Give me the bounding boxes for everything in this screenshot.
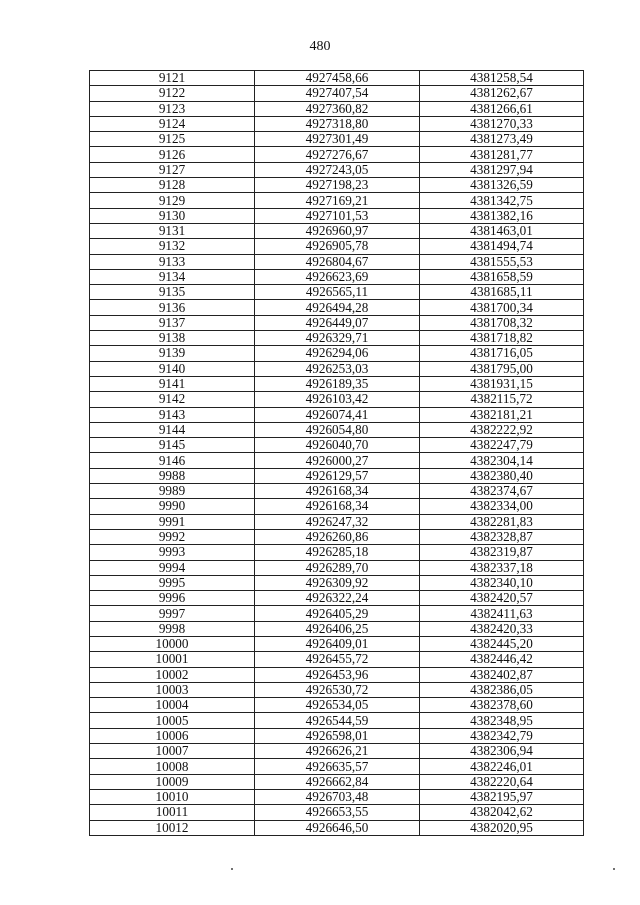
x-coordinate-cell: 4926804,67 [255, 254, 420, 269]
y-coordinate-cell: 4382222,92 [420, 422, 584, 437]
x-coordinate-cell: 4927318,80 [255, 116, 420, 131]
point-number-cell: 9137 [90, 315, 255, 330]
point-number-cell: 9997 [90, 606, 255, 621]
x-coordinate-cell: 4926129,57 [255, 468, 420, 483]
x-coordinate-cell: 4926168,34 [255, 499, 420, 514]
y-coordinate-cell: 4382374,67 [420, 484, 584, 499]
x-coordinate-cell: 4926322,24 [255, 591, 420, 606]
y-coordinate-cell: 4381685,11 [420, 285, 584, 300]
point-number-cell: 9990 [90, 499, 255, 514]
table-row [90, 774, 584, 789]
table-row [90, 132, 584, 147]
table-row [90, 422, 584, 437]
table-row [90, 147, 584, 162]
x-coordinate-cell: 4926168,34 [255, 484, 420, 499]
point-number-cell: 9132 [90, 239, 255, 254]
point-number-cell: 10007 [90, 744, 255, 759]
table-row [90, 682, 584, 697]
x-coordinate-cell: 4926662,84 [255, 774, 420, 789]
table-row [90, 223, 584, 238]
table-row [90, 575, 584, 590]
table-row [90, 545, 584, 560]
coordinates-table-body [90, 71, 584, 836]
table-row [90, 606, 584, 621]
point-number-cell: 9991 [90, 514, 255, 529]
x-coordinate-cell: 4926635,57 [255, 759, 420, 774]
table-row [90, 667, 584, 682]
table-row [90, 728, 584, 743]
y-coordinate-cell: 4381700,34 [420, 300, 584, 315]
point-number-cell: 10000 [90, 636, 255, 651]
table-row [90, 698, 584, 713]
x-coordinate-cell: 4926905,78 [255, 239, 420, 254]
table-row [90, 484, 584, 499]
table-row [90, 116, 584, 131]
y-coordinate-cell: 4382342,79 [420, 728, 584, 743]
x-coordinate-cell: 4926623,69 [255, 269, 420, 284]
x-coordinate-cell: 4926285,18 [255, 545, 420, 560]
x-coordinate-cell: 4927407,54 [255, 86, 420, 101]
y-coordinate-cell: 4381342,75 [420, 193, 584, 208]
x-coordinate-cell: 4926598,01 [255, 728, 420, 743]
point-number-cell: 9992 [90, 529, 255, 544]
x-coordinate-cell: 4927101,53 [255, 208, 420, 223]
point-number-cell: 10010 [90, 789, 255, 804]
point-number-cell: 9124 [90, 116, 255, 131]
y-coordinate-cell: 4381494,74 [420, 239, 584, 254]
point-number-cell: 9135 [90, 285, 255, 300]
y-coordinate-cell: 4381795,00 [420, 361, 584, 376]
table-row [90, 591, 584, 606]
x-coordinate-cell: 4926074,41 [255, 407, 420, 422]
y-coordinate-cell: 4382378,60 [420, 698, 584, 713]
y-coordinate-cell: 4381931,15 [420, 376, 584, 391]
y-coordinate-cell: 4381266,61 [420, 101, 584, 116]
point-number-cell: 9130 [90, 208, 255, 223]
table-row [90, 529, 584, 544]
point-number-cell: 9989 [90, 484, 255, 499]
x-coordinate-cell: 4926530,72 [255, 682, 420, 697]
x-coordinate-cell: 4926000,27 [255, 453, 420, 468]
table-row [90, 254, 584, 269]
point-number-cell: 9995 [90, 575, 255, 590]
table-row [90, 361, 584, 376]
table-row [90, 468, 584, 483]
x-coordinate-cell: 4926494,28 [255, 300, 420, 315]
scan-speck [613, 868, 615, 870]
table-row [90, 346, 584, 361]
table-row [90, 652, 584, 667]
point-number-cell: 10002 [90, 667, 255, 682]
table-row [90, 300, 584, 315]
table-row [90, 759, 584, 774]
y-coordinate-cell: 4382446,42 [420, 652, 584, 667]
y-coordinate-cell: 4381555,53 [420, 254, 584, 269]
x-coordinate-cell: 4926406,25 [255, 621, 420, 636]
x-coordinate-cell: 4926409,01 [255, 636, 420, 651]
table-row [90, 789, 584, 804]
y-coordinate-cell: 4381716,05 [420, 346, 584, 361]
x-coordinate-cell: 4927243,05 [255, 162, 420, 177]
y-coordinate-cell: 4382304,14 [420, 453, 584, 468]
table-row [90, 193, 584, 208]
y-coordinate-cell: 4382306,94 [420, 744, 584, 759]
y-coordinate-cell: 4382220,64 [420, 774, 584, 789]
y-coordinate-cell: 4382386,05 [420, 682, 584, 697]
point-number-cell: 9129 [90, 193, 255, 208]
point-number-cell: 9994 [90, 560, 255, 575]
point-number-cell: 9133 [90, 254, 255, 269]
point-number-cell: 9121 [90, 71, 255, 86]
y-coordinate-cell: 4382042,62 [420, 805, 584, 820]
table-row [90, 208, 584, 223]
y-coordinate-cell: 4381262,67 [420, 86, 584, 101]
x-coordinate-cell: 4927360,82 [255, 101, 420, 116]
x-coordinate-cell: 4926289,70 [255, 560, 420, 575]
table-row [90, 331, 584, 346]
x-coordinate-cell: 4926455,72 [255, 652, 420, 667]
x-coordinate-cell: 4926247,32 [255, 514, 420, 529]
point-number-cell: 10003 [90, 682, 255, 697]
x-coordinate-cell: 4926653,55 [255, 805, 420, 820]
y-coordinate-cell: 4382115,72 [420, 392, 584, 407]
point-number-cell: 10009 [90, 774, 255, 789]
x-coordinate-cell: 4927301,49 [255, 132, 420, 147]
x-coordinate-cell: 4926960,97 [255, 223, 420, 238]
y-coordinate-cell: 4382247,79 [420, 438, 584, 453]
y-coordinate-cell: 4381382,16 [420, 208, 584, 223]
x-coordinate-cell: 4926405,29 [255, 606, 420, 621]
coordinates-table [89, 70, 584, 836]
table-row [90, 453, 584, 468]
y-coordinate-cell: 4382420,33 [420, 621, 584, 636]
table-row [90, 315, 584, 330]
x-coordinate-cell: 4926534,05 [255, 698, 420, 713]
point-number-cell: 9126 [90, 147, 255, 162]
table-row [90, 178, 584, 193]
table-row [90, 376, 584, 391]
y-coordinate-cell: 4381718,82 [420, 331, 584, 346]
x-coordinate-cell: 4926103,42 [255, 392, 420, 407]
y-coordinate-cell: 4381658,59 [420, 269, 584, 284]
x-coordinate-cell: 4926260,86 [255, 529, 420, 544]
y-coordinate-cell: 4382348,95 [420, 713, 584, 728]
table-row [90, 621, 584, 636]
table-row [90, 392, 584, 407]
x-coordinate-cell: 4926544,59 [255, 713, 420, 728]
table-row [90, 285, 584, 300]
y-coordinate-cell: 4382020,95 [420, 820, 584, 835]
point-number-cell: 9142 [90, 392, 255, 407]
y-coordinate-cell: 4381326,59 [420, 178, 584, 193]
x-coordinate-cell: 4926309,92 [255, 575, 420, 590]
y-coordinate-cell: 4382402,87 [420, 667, 584, 682]
table-row [90, 636, 584, 651]
point-number-cell: 9993 [90, 545, 255, 560]
page-number: 480 [309, 39, 331, 54]
y-coordinate-cell: 4382445,20 [420, 636, 584, 651]
point-number-cell: 10011 [90, 805, 255, 820]
point-number-cell: 10012 [90, 820, 255, 835]
table-row [90, 744, 584, 759]
x-coordinate-cell: 4927169,21 [255, 193, 420, 208]
x-coordinate-cell: 4927458,66 [255, 71, 420, 86]
y-coordinate-cell: 4382420,57 [420, 591, 584, 606]
table-row [90, 101, 584, 116]
point-number-cell: 9146 [90, 453, 255, 468]
point-number-cell: 9138 [90, 331, 255, 346]
table-row [90, 239, 584, 254]
point-number-cell: 9144 [90, 422, 255, 437]
y-coordinate-cell: 4381297,94 [420, 162, 584, 177]
point-number-cell: 9998 [90, 621, 255, 636]
point-number-cell: 10004 [90, 698, 255, 713]
y-coordinate-cell: 4382334,00 [420, 499, 584, 514]
point-number-cell: 9145 [90, 438, 255, 453]
point-number-cell: 10005 [90, 713, 255, 728]
table-row [90, 71, 584, 86]
point-number-cell: 9131 [90, 223, 255, 238]
point-number-cell: 9996 [90, 591, 255, 606]
y-coordinate-cell: 4381258,54 [420, 71, 584, 86]
point-number-cell: 9143 [90, 407, 255, 422]
point-number-cell: 10008 [90, 759, 255, 774]
scan-speck [231, 868, 233, 870]
x-coordinate-cell: 4926449,07 [255, 315, 420, 330]
y-coordinate-cell: 4382340,10 [420, 575, 584, 590]
point-number-cell: 9128 [90, 178, 255, 193]
x-coordinate-cell: 4927276,67 [255, 147, 420, 162]
x-coordinate-cell: 4927198,23 [255, 178, 420, 193]
point-number-cell: 9988 [90, 468, 255, 483]
point-number-cell: 9140 [90, 361, 255, 376]
x-coordinate-cell: 4926040,70 [255, 438, 420, 453]
x-coordinate-cell: 4926453,96 [255, 667, 420, 682]
table-row [90, 560, 584, 575]
point-number-cell: 9125 [90, 132, 255, 147]
x-coordinate-cell: 4926565,11 [255, 285, 420, 300]
table-row [90, 713, 584, 728]
y-coordinate-cell: 4382246,01 [420, 759, 584, 774]
y-coordinate-cell: 4381463,01 [420, 223, 584, 238]
x-coordinate-cell: 4926329,71 [255, 331, 420, 346]
y-coordinate-cell: 4381708,32 [420, 315, 584, 330]
y-coordinate-cell: 4382328,87 [420, 529, 584, 544]
x-coordinate-cell: 4926294,06 [255, 346, 420, 361]
table-row [90, 438, 584, 453]
x-coordinate-cell: 4926703,48 [255, 789, 420, 804]
point-number-cell: 9134 [90, 269, 255, 284]
table-row [90, 407, 584, 422]
table-row [90, 820, 584, 835]
y-coordinate-cell: 4382195,97 [420, 789, 584, 804]
y-coordinate-cell: 4381281,77 [420, 147, 584, 162]
x-coordinate-cell: 4926253,03 [255, 361, 420, 376]
point-number-cell: 9136 [90, 300, 255, 315]
table-row [90, 514, 584, 529]
table-row [90, 86, 584, 101]
point-number-cell: 10001 [90, 652, 255, 667]
y-coordinate-cell: 4382411,63 [420, 606, 584, 621]
y-coordinate-cell: 4382337,18 [420, 560, 584, 575]
point-number-cell: 9127 [90, 162, 255, 177]
y-coordinate-cell: 4382281,83 [420, 514, 584, 529]
y-coordinate-cell: 4381273,49 [420, 132, 584, 147]
point-number-cell: 10006 [90, 728, 255, 743]
y-coordinate-cell: 4382380,40 [420, 468, 584, 483]
table-row [90, 805, 584, 820]
x-coordinate-cell: 4926189,35 [255, 376, 420, 391]
y-coordinate-cell: 4382181,21 [420, 407, 584, 422]
x-coordinate-cell: 4926646,50 [255, 820, 420, 835]
y-coordinate-cell: 4381270,33 [420, 116, 584, 131]
table-row [90, 499, 584, 514]
table-row [90, 162, 584, 177]
x-coordinate-cell: 4926054,80 [255, 422, 420, 437]
x-coordinate-cell: 4926626,21 [255, 744, 420, 759]
point-number-cell: 9139 [90, 346, 255, 361]
table-row [90, 269, 584, 284]
point-number-cell: 9123 [90, 101, 255, 116]
point-number-cell: 9141 [90, 376, 255, 391]
y-coordinate-cell: 4382319,87 [420, 545, 584, 560]
point-number-cell: 9122 [90, 86, 255, 101]
